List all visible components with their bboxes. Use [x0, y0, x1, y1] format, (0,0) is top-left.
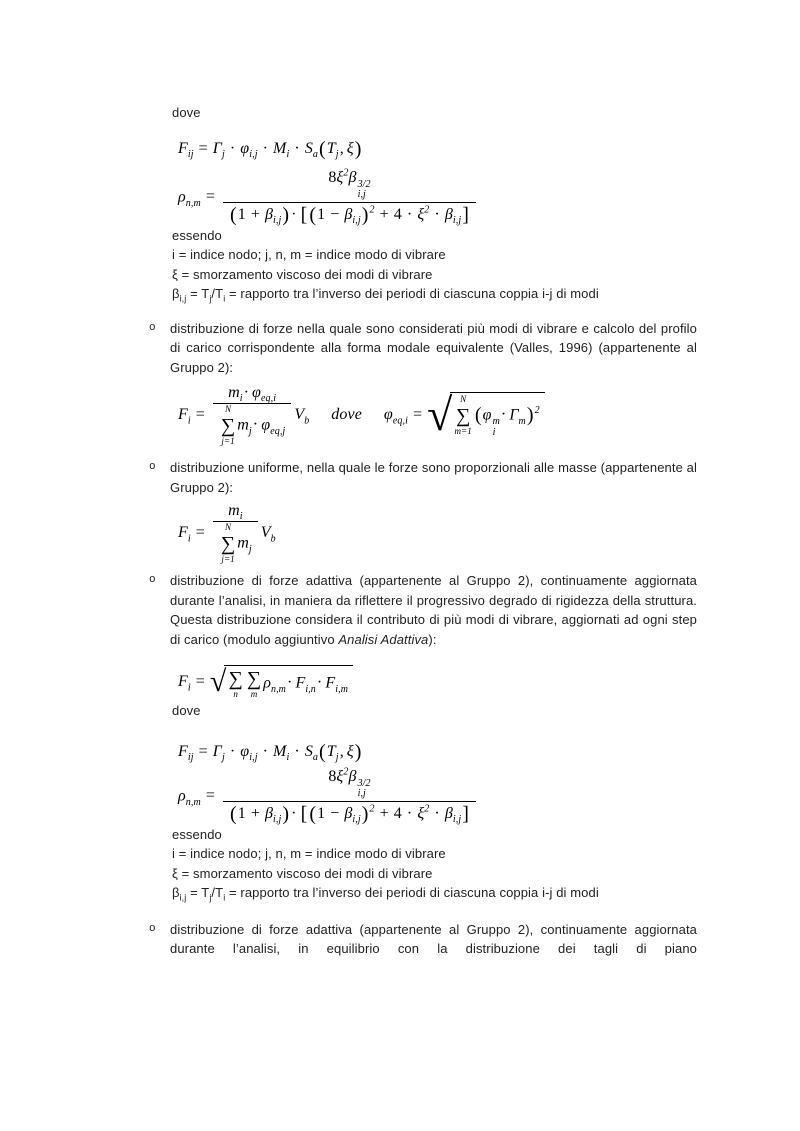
- bullet-marker: o: [149, 461, 156, 473]
- formula-adaptive-force: $F_i$ = √ ∑ n ∑ m $\rho_{n,m}\cdot F_{i,n}\cdot F_{i,m}$: [178, 663, 697, 701]
- formula-correlation-coefficient-2: $\rho_{n,m}$ = $8\xi^2\beta$ 3/2 i,j $(1 + \beta_{i,j})$ · [ $(1 - \beta_{i,j})^2 + 4 \cdot \xi^2 \cdot \beta_{i,j}$]: [178, 769, 697, 825]
- sum-operator: N ∑ j=1: [220, 521, 236, 564]
- sum-operator: ∑ m: [246, 667, 262, 699]
- square-root: √ ∑ n ∑ m $\rho_{n,m}\cdot F_{i,n}\cdot F_{i,m}$: [210, 665, 353, 700]
- bullet-text: distribuzione di forze nella quale sono considerati più modi di vibrare e calcolo del profilo di carico corrispondente alla forma modale equivalente (Valles, 1996) (appartenente al Gruppo 2):: [170, 320, 697, 375]
- bullet-item-uniform-distribution: [148, 458, 697, 497]
- definition-beta-2: $\beta_{i,j} = T_j/T_i$ = rapporto tra l’inverso dei periodi di ciascuna coppia i-j di modi: [172, 885, 599, 903]
- sup-sub-stack: 3/2 i,j: [357, 178, 371, 200]
- definition-damping-2: ξ = smorzamento viscoso dei modi di vibrare: [172, 865, 433, 881]
- formula-modal-force-1: $F_{ij} = \Gamma_j \cdot \varphi_{i,j} \cdot M_i \cdot S_a(T_j$, ξ): [178, 138, 362, 161]
- bullet-text: distribuzione di forze adattiva (appartenente al Gruppo 2), continuamente aggiornata durante l’analisi, in maniera da riflettere il progressivo degrado di rigidezza della struttura. Questa distribuzione considera il contributo di più modi di vibrare, aggiornati ad ogni step di carico (modulo aggiuntivo Analisi Adattiva):: [170, 573, 697, 647]
- definition-damping-1: ξ = smorzamento viscoso dei modi di vibrare: [172, 266, 433, 282]
- fraction: $m_i$ N ∑ j=1 $m_j$: [213, 501, 258, 566]
- fraction: $8\xi^2\beta$ 3/2 i,j $(1 + \beta_{i,j})$ · [ $(1 - \beta_{i,j})^2 + 4 \cdot \xi^2 \cdot \beta_{i,j}$]: [223, 168, 476, 228]
- sup-sub-stack: 3/2 i,j: [357, 777, 371, 799]
- label-dove-2: dove: [172, 703, 201, 718]
- fraction: $8\xi^2\beta$ 3/2 i,j $(1 + \beta_{i,j})$ · [ $(1 - \beta_{i,j})^2 + 4 \cdot \xi^2 \cdot \beta_{i,j}$]: [223, 767, 476, 827]
- label-essendo-2: essendo: [172, 826, 222, 842]
- bullet-text: distribuzione di forze adattiva (appartenente al Gruppo 2), continuamente aggiornata durante l’analisi, in equilibrio con la distribuzione dei tagli di piano: [170, 921, 697, 956]
- square-root: √ N ∑ m=1 (φ m i · $\Gamma_m)^2$: [427, 392, 545, 439]
- sum-operator: N ∑ j=1: [220, 403, 236, 446]
- definition-index-2: i = indice nodo; j, n, m = indice modo di vibrare: [172, 846, 446, 861]
- formula-equivalent-modal-shape: $F_i$ = $m_i\cdot \varphi_{eq,i}$ N ∑ j=1 $m_j\cdot \varphi_{eq,j}$ $V_b$ dove $\varphi_{eq,i}$ = √ N ∑ m=1 (φ m i · $\Gamma_m)^2$: [178, 380, 697, 450]
- bullet-item-adaptive-equilibrium: [148, 920, 697, 959]
- formula-modal-force-2: $F_{ij} = \Gamma_j \cdot \varphi_{i,j} \cdot M_i \cdot S_a(T_j$, ξ): [178, 741, 362, 764]
- inline-dove: dove: [331, 405, 362, 423]
- formula-correlation-coefficient-1: $\rho_{n,m}$ = $8\xi^2\beta$ 3/2 i,j $(1 + \beta_{i,j})$ · [ $(1 - \beta_{i,j})^2 + 4 \cdot \xi^2 \cdot \beta_{i,j}$]: [178, 170, 697, 226]
- bullet-marker: o: [149, 574, 156, 586]
- label-dove-1: dove: [172, 105, 201, 120]
- fraction: $m_i\cdot \varphi_{eq,i}$ N ∑ j=1 $m_j\cdot \varphi_{eq,j}$: [213, 383, 291, 448]
- bullet-item-modal-distribution: [148, 319, 697, 378]
- sup-sub-stack: m i: [492, 416, 500, 438]
- bullet-text: distribuzione uniforme, nella quale le forze sono proporzionali alle masse (appartenente al Gruppo 2):: [170, 460, 697, 495]
- definition-beta-1: $\beta_{i,j} = T_j/T_i$ = rapporto tra l’inverso dei periodi di ciascuna coppia i-j di modi: [172, 286, 599, 304]
- label-essendo-1: essendo: [172, 227, 222, 243]
- bullet-marker: o: [149, 321, 156, 334]
- sum-operator: ∑ n: [228, 667, 243, 699]
- definition-index-1: i = indice nodo; j, n, m = indice modo di vibrare: [172, 247, 446, 262]
- bullet-item-adaptive-distribution: [148, 571, 697, 649]
- italic-module-name: Analisi Adattiva: [338, 631, 429, 647]
- formula-uniform-force: $F_i$ = $m_i$ N ∑ j=1 $m_j$ $V_b$: [178, 501, 276, 564]
- bullet-marker: o: [149, 922, 156, 935]
- sum-operator: N ∑ m=1: [454, 393, 472, 436]
